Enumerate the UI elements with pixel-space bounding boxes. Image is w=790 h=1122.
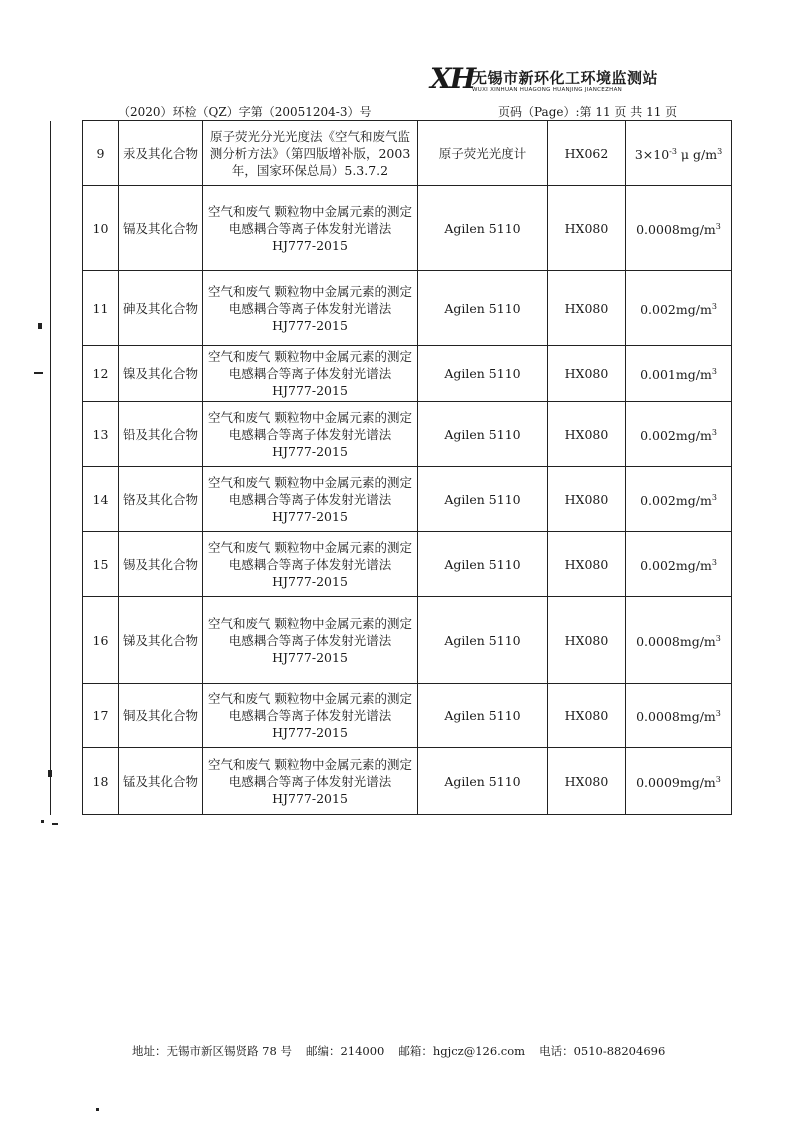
item-name-cell: 锡及其化合物 <box>119 532 203 597</box>
scan-mark <box>34 372 43 374</box>
method-cell: 空气和废气 颗粒物中金属元素的测定 电感耦合等离子体发射光谱法 HJ777-2015 <box>203 532 418 597</box>
method-cell: 空气和废气 颗粒物中金属元素的测定 电感耦合等离子体发射光谱法 HJ777-2015 <box>203 271 418 346</box>
detection-limit-exponent: -3 <box>669 146 677 156</box>
detection-limit-value: 0.0009mg/m <box>636 775 716 791</box>
footer-postcode: 邮编：214000 <box>305 1044 385 1058</box>
item-name-cell: 锑及其化合物 <box>119 597 203 684</box>
instrument-code-cell: HX080 <box>548 346 626 402</box>
unit-exponent: 3 <box>711 557 717 567</box>
detection-limit-cell <box>626 748 732 815</box>
detection-limit-cell <box>626 684 732 748</box>
instrument-code-cell: HX080 <box>548 684 626 748</box>
method-cell: 空气和废气 颗粒物中金属元素的测定 电感耦合等离子体发射光谱法 HJ777-2015 <box>203 597 418 684</box>
detection-limit-value: 0.002mg/m <box>640 302 712 318</box>
row-number-cell: 14 <box>83 467 119 532</box>
table-row <box>51 467 732 532</box>
instrument-code-cell: HX080 <box>548 467 626 532</box>
organization-logo <box>430 64 690 100</box>
detection-limit-cell <box>626 186 732 271</box>
detection-limit-value: 3×10 <box>634 147 670 163</box>
row-number-cell: 18 <box>83 748 119 815</box>
blank-margin-cell <box>51 684 83 748</box>
unit-exponent: 3 <box>715 633 721 643</box>
detection-limit-cell <box>626 467 732 532</box>
detection-method-table <box>50 120 732 815</box>
page-label: 页码（Page）: <box>498 105 580 119</box>
detection-limit-cell <box>626 271 732 346</box>
scan-mark <box>41 820 44 823</box>
instrument-code-cell: HX080 <box>548 748 626 815</box>
table-row <box>51 402 732 467</box>
row-number-cell: 13 <box>83 402 119 467</box>
blank-margin-cell <box>51 346 83 402</box>
item-name-cell: 铅及其化合物 <box>119 402 203 467</box>
blank-margin-cell <box>51 532 83 597</box>
scan-mark <box>96 1108 99 1111</box>
logo-mark: XH <box>430 62 475 95</box>
page-indicator <box>498 103 677 120</box>
footer-address: 地址：无锡市新区锡贤路 78 号 <box>132 1044 292 1058</box>
method-cell: 空气和废气 颗粒物中金属元素的测定 电感耦合等离子体发射光谱法 HJ777-2015 <box>203 346 418 402</box>
method-cell: 原子荧光分光光度法《空气和废气监测分析方法》（第四版增补版，2003 年，国家环保总局）5.3.7.2 <box>203 121 418 186</box>
unit-exponent: 3 <box>717 146 723 156</box>
instrument-cell: Agilen 5110 <box>418 402 548 467</box>
blank-margin-cell <box>51 271 83 346</box>
instrument-cell: 原子荧光光度计 <box>418 121 548 186</box>
method-cell: 空气和废气 颗粒物中金属元素的测定 电感耦合等离子体发射光谱法 HJ777-2015 <box>203 467 418 532</box>
scan-mark <box>52 823 58 825</box>
item-name-cell: 锰及其化合物 <box>119 748 203 815</box>
table-row <box>51 597 732 684</box>
instrument-code-cell: HX080 <box>548 271 626 346</box>
detection-limit-value: 0.0008mg/m <box>636 709 716 725</box>
item-name-cell: 镉及其化合物 <box>119 186 203 271</box>
page-footer <box>132 1043 679 1059</box>
instrument-cell: Agilen 5110 <box>418 271 548 346</box>
blank-margin-cell <box>51 467 83 532</box>
scan-mark <box>38 323 42 329</box>
organization-name-en: WUXI XINHUAN HUAGONG HUANJING JIANCEZHAN <box>472 87 623 93</box>
row-number-cell: 12 <box>83 346 119 402</box>
method-cell: 空气和废气 颗粒物中金属元素的测定 电感耦合等离子体发射光谱法 HJ777-2015 <box>203 748 418 815</box>
table-row <box>51 121 732 186</box>
method-cell: 空气和废气 颗粒物中金属元素的测定 电感耦合等离子体发射光谱法 HJ777-2015 <box>203 684 418 748</box>
instrument-code-cell: HX080 <box>548 597 626 684</box>
table-row <box>51 748 732 815</box>
detection-limit-value: 0.0008mg/m <box>636 634 716 650</box>
footer-email: 邮箱：hgjcz@126.com <box>398 1044 526 1058</box>
instrument-cell: Agilen 5110 <box>418 748 548 815</box>
instrument-cell: Agilen 5110 <box>418 186 548 271</box>
unit-exponent: 3 <box>711 427 717 437</box>
row-number-cell: 11 <box>83 271 119 346</box>
item-name-cell: 汞及其化合物 <box>119 121 203 186</box>
item-name-cell: 砷及其化合物 <box>119 271 203 346</box>
row-number-cell: 16 <box>83 597 119 684</box>
blank-margin-cell <box>51 748 83 815</box>
table-row <box>51 186 732 271</box>
table-row <box>51 532 732 597</box>
organization-name-cn: 无锡市新环化工环境监测站 <box>472 69 659 87</box>
instrument-code-cell: HX080 <box>548 186 626 271</box>
detection-limit-value: 0.002mg/m <box>640 558 712 574</box>
table-body <box>51 121 732 815</box>
blank-margin-cell <box>51 597 83 684</box>
instrument-cell: Agilen 5110 <box>418 346 548 402</box>
scan-mark <box>48 770 52 777</box>
row-number-cell: 9 <box>83 121 119 186</box>
unit-exponent: 3 <box>715 221 721 231</box>
instrument-code-cell: HX080 <box>548 532 626 597</box>
table-row <box>51 271 732 346</box>
instrument-cell: Agilen 5110 <box>418 684 548 748</box>
page-total: 共 11 页 <box>630 105 678 119</box>
blank-margin-cell <box>51 402 83 467</box>
instrument-cell: Agilen 5110 <box>418 532 548 597</box>
report-reference-number: （2020）环检（QZ）字第（20051204-3）号 <box>118 105 372 119</box>
detection-limit-value: 0.002mg/m <box>640 493 712 509</box>
method-cell: 空气和废气 颗粒物中金属元素的测定 电感耦合等离子体发射光谱法 HJ777-2015 <box>203 402 418 467</box>
detection-limit-cell <box>626 532 732 597</box>
detection-limit-value: 0.001mg/m <box>640 367 712 383</box>
detection-limit-cell <box>626 346 732 402</box>
unit-exponent: 3 <box>711 301 717 311</box>
unit-exponent: 3 <box>715 709 721 719</box>
row-number-cell: 17 <box>83 684 119 748</box>
detection-limit-value: 0.0008mg/m <box>636 222 716 238</box>
method-cell: 空气和废气 颗粒物中金属元素的测定 电感耦合等离子体发射光谱法 HJ777-2015 <box>203 186 418 271</box>
blank-margin-cell <box>51 121 83 186</box>
item-name-cell: 铜及其化合物 <box>119 684 203 748</box>
instrument-code-cell: HX062 <box>548 121 626 186</box>
detection-limit-cell <box>626 402 732 467</box>
unit-exponent: 3 <box>711 492 717 502</box>
item-name-cell: 镍及其化合物 <box>119 346 203 402</box>
instrument-cell: Agilen 5110 <box>418 467 548 532</box>
row-number-cell: 10 <box>83 186 119 271</box>
detection-limit-value: 0.002mg/m <box>640 428 712 444</box>
item-name-cell: 铬及其化合物 <box>119 467 203 532</box>
page-current: 第 11 页 <box>579 105 627 119</box>
blank-margin-cell <box>51 186 83 271</box>
table-row <box>51 684 732 748</box>
detection-limit-cell <box>626 121 732 186</box>
footer-phone: 电话：0510-88204696 <box>539 1044 666 1058</box>
instrument-cell: Agilen 5110 <box>418 597 548 684</box>
detection-limit-unit: μ g/m <box>676 147 718 163</box>
row-number-cell: 15 <box>83 532 119 597</box>
instrument-code-cell: HX080 <box>548 402 626 467</box>
unit-exponent: 3 <box>711 367 717 377</box>
table-row <box>51 346 732 402</box>
detection-limit-cell <box>626 597 732 684</box>
unit-exponent: 3 <box>715 774 721 784</box>
